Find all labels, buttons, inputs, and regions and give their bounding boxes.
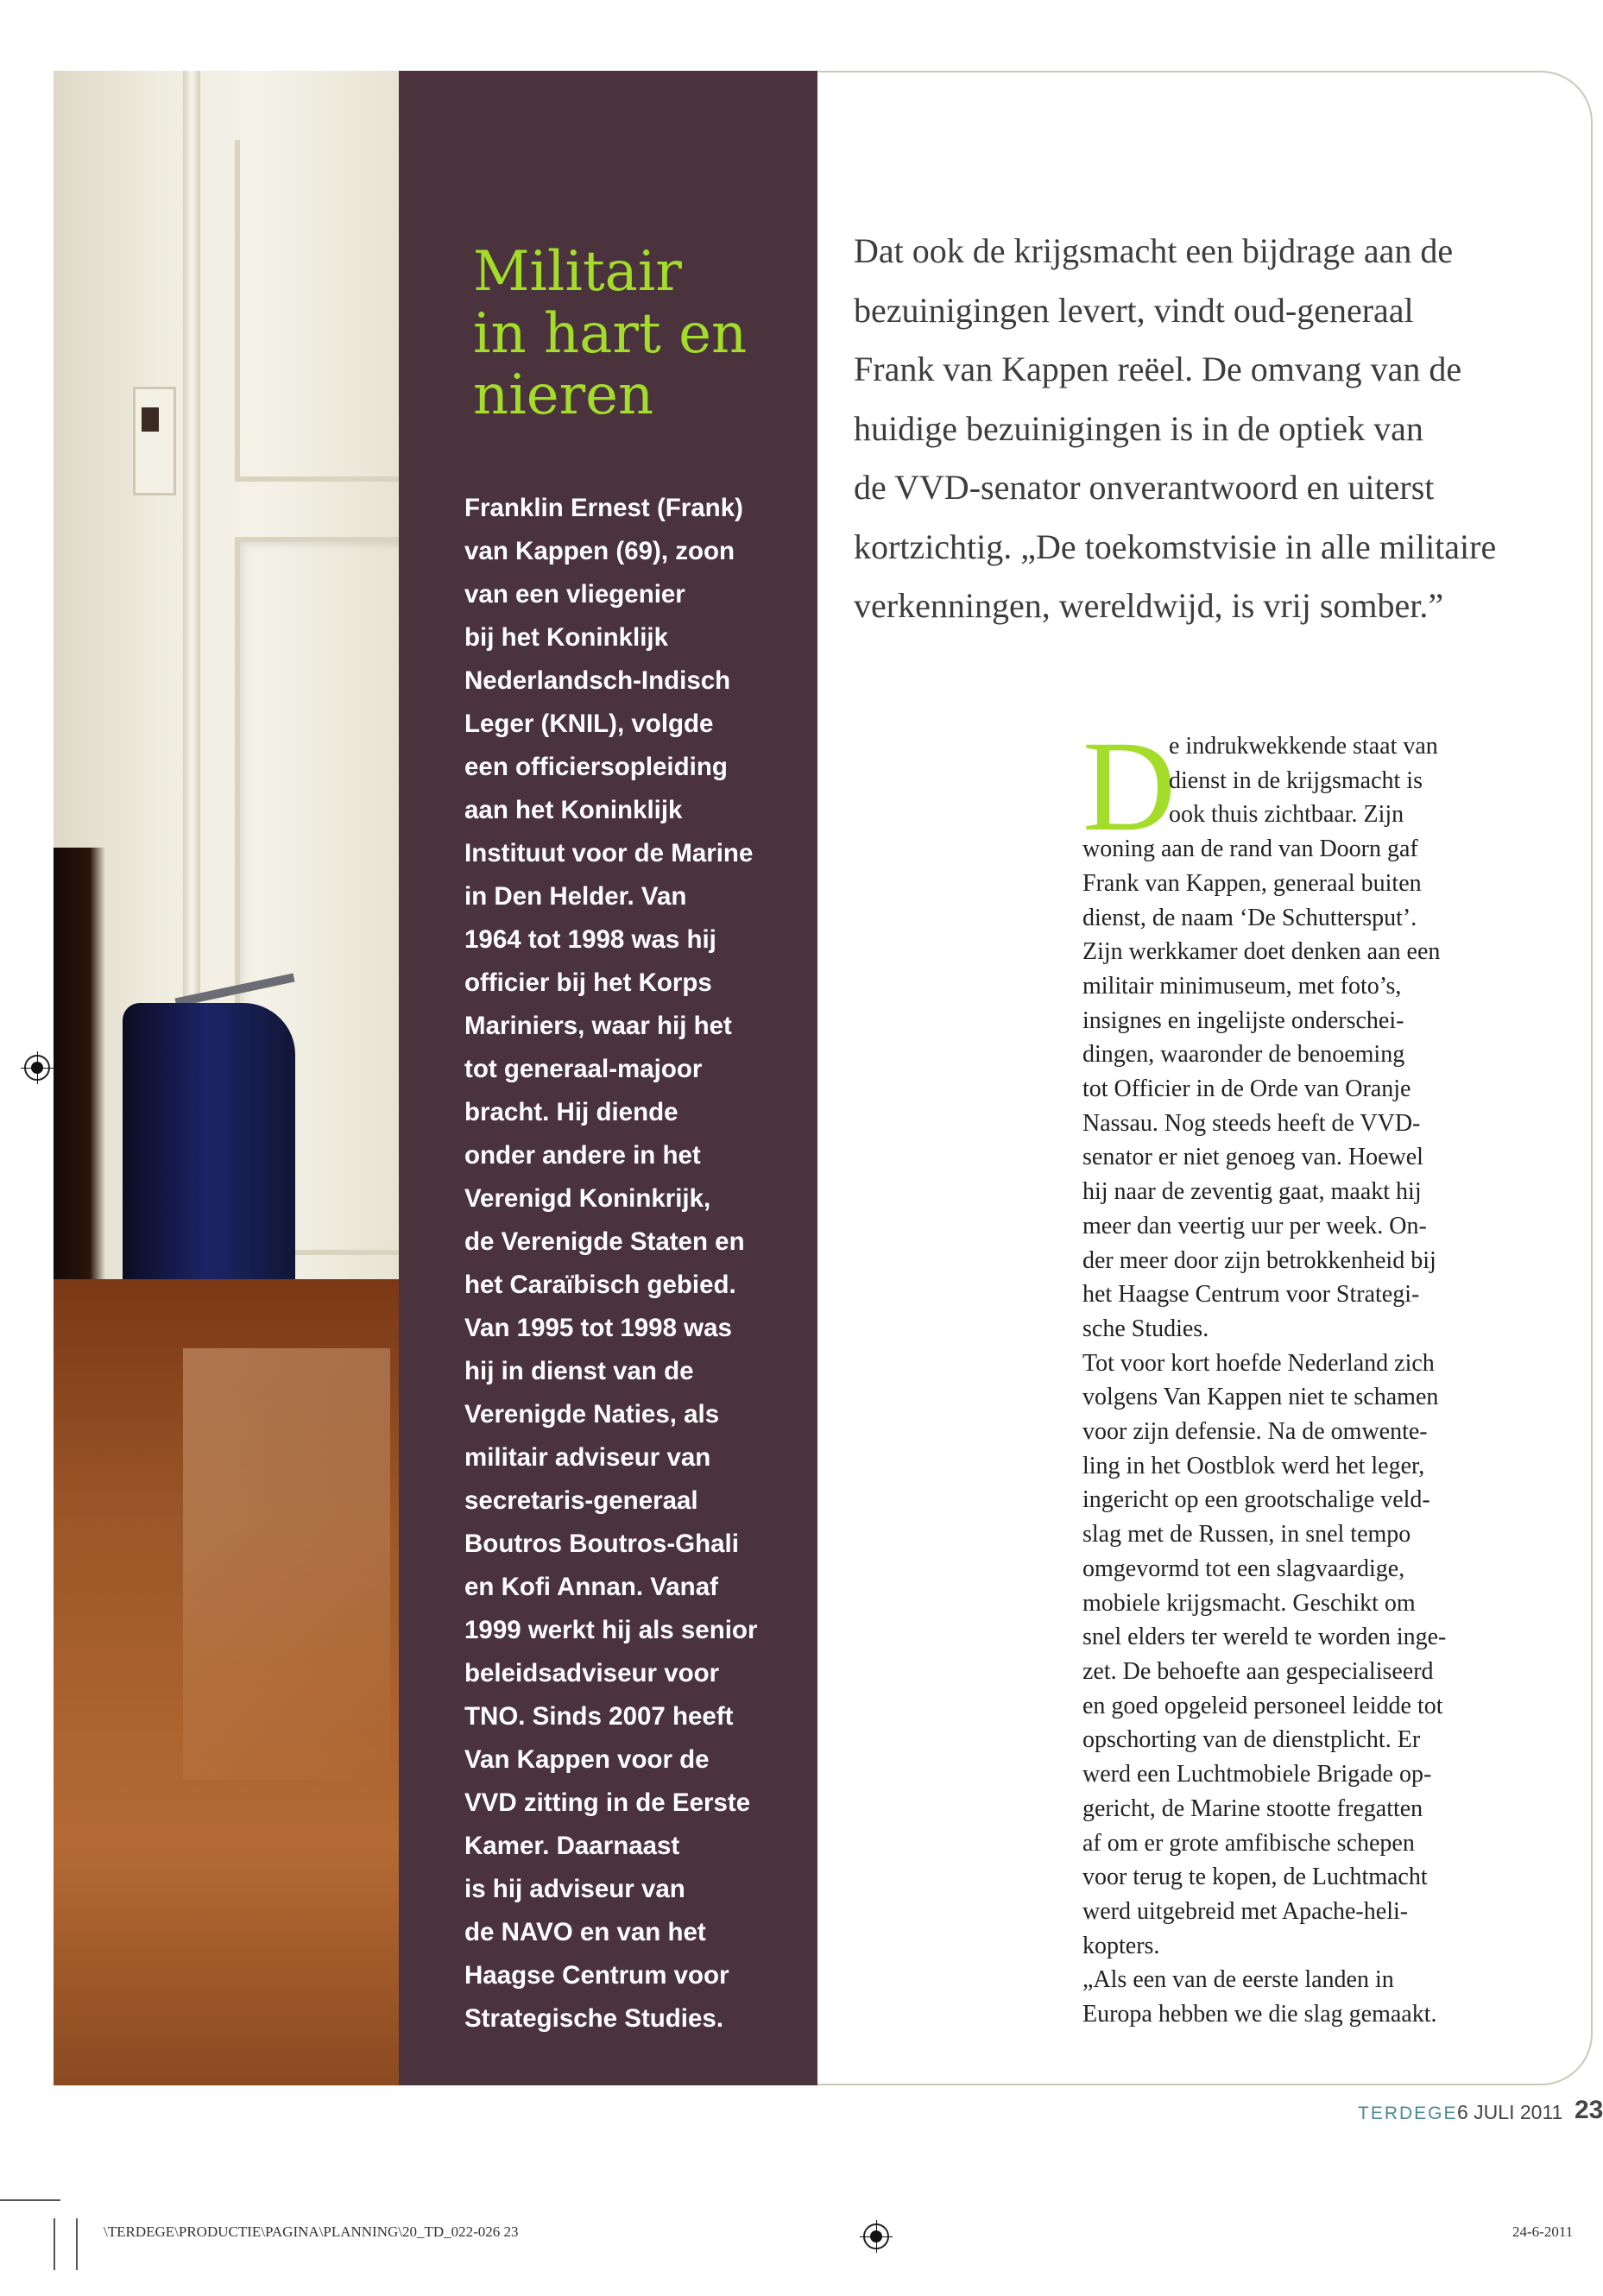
sidebar-bio: Franklin Ernest (Frank) van Kappen (69), zoon van een vliegenier bij het Koninklijk Nederlandsch-Indisch Leger (KNIL), volgde een officiersopleiding aan het Koninklijk Instituut voor de Marine in Den Helder. Van 1964 tot 1998 was hij officier bij het Korps Mariniers, waar hij het tot generaal-majoor bracht. Hij diende onder andere in het Verenigd Koninkrijk, de Verenigde Staten en het Caraïbisch gebied. Van 1995 tot 1998 was hij in dienst van de Verenigde Naties, als militair adviseur van secretaris-generaal Boutros Boutros-Ghali en Kofi Annan. Vanaf 1999 werkt hij als senior beleidsadviseur voor TNO. Sinds 2007 heeft Van Kappen voor de VVD zitting in de Eerste Kamer. Daarnaast is hij adviseur van de NAVO en van het Haagse Centrum voor Strategische Studies.	[464, 494, 758, 2033]
photo-chair	[123, 1003, 295, 1314]
article-paragraph: „Als een van de eerste landen in Europa hebben we die slag gemaakt.	[1082, 1966, 1437, 2028]
drop-cap: D	[1082, 715, 1177, 858]
article-intro: Dat ook de krijgsmacht een bijdrage aan de bezuinigingen levert, vindt oud-generaal Frank van Kappen reëel. De omvang van de huidige bezuinigingen is in de optiek van de VVD-senator onverantwoord en uiterst kortzichtig. „De toekomstvisie in alle militaire verkenningen, wereldwijd, is vrij somber.”	[854, 231, 1497, 625]
article-photo	[54, 71, 399, 2085]
article-body	[1082, 729, 1531, 2032]
registration-mark-icon	[37, 1051, 38, 1084]
crop-mark	[76, 2218, 78, 2270]
photo-switch-toggle	[142, 407, 159, 432]
print-slug-path: \TERDEGE\PRODUCTIE\PAGINA\PLANNING\20_TD_022-026 23	[104, 2223, 519, 2240]
photo-door-panel	[235, 140, 404, 482]
article-paragraph: woning aan de rand van Doorn gaf Frank van Kappen, generaal buiten dienst, de naam ‘De Schuttersput’. Zijn werkkamer doet denken aan een militair minimuseum, met foto’s, insignes en ingelijste onderschei- dingen, waaronder de benoeming tot Officier in de Orde van Oranje Nassau. Nog steeds heeft de VVD- senator er niet genoeg van. Hoewel hij naar de zeventig gaat, maakt hij meer dan veertig uur per week. On- der meer door zijn betrokkenheid bij het Haagse Centrum voor Strategi- sche Studies.	[1082, 836, 1441, 1342]
registration-mark-icon	[876, 2220, 877, 2253]
footer-magazine-name: TERDEGE	[1358, 2104, 1458, 2123]
article-opening-lines: e indrukwekkende staat van dienst in de krijgsmacht is ook thuis zichtbaar. Zijn	[1169, 733, 1438, 829]
photo-light-switch	[133, 387, 176, 495]
photo-table-reflection	[183, 1348, 390, 1780]
print-slug-date: 24-6-2011	[1512, 2223, 1574, 2240]
footer-date: 6 JULI 2011	[1457, 2101, 1563, 2123]
sidebar-title: Militair in hart en nieren	[473, 240, 748, 428]
crop-mark	[54, 2218, 55, 2270]
article-paragraph: Tot voor kort hoefde Nederland zich volgens Van Kappen niet te schamen voor zijn defensie. Na de omwente- ling in het Oostblok werd het leger, ingericht op een grootschalige veld- slag met de Russen, in snel tempo omgevormd tot een slagvaardige, mobiele krijgsmacht. Geschikt om snel elders ter wereld te worden inge- zet. De behoefte aan gespecialiseerd en goed opgeleid personeel leidde tot opschorting van de dienstplicht. Er werd een Luchtmobiele Brigade op- gericht, de Marine stootte fregatten af om er grote amfibische schepen voor terug te kopen, de Luchtmacht werd uitgebreid met Apache-heli- kopters.	[1082, 1349, 1447, 1959]
crop-mark	[0, 2199, 60, 2201]
footer-page-number: 23	[1575, 2096, 1603, 2124]
